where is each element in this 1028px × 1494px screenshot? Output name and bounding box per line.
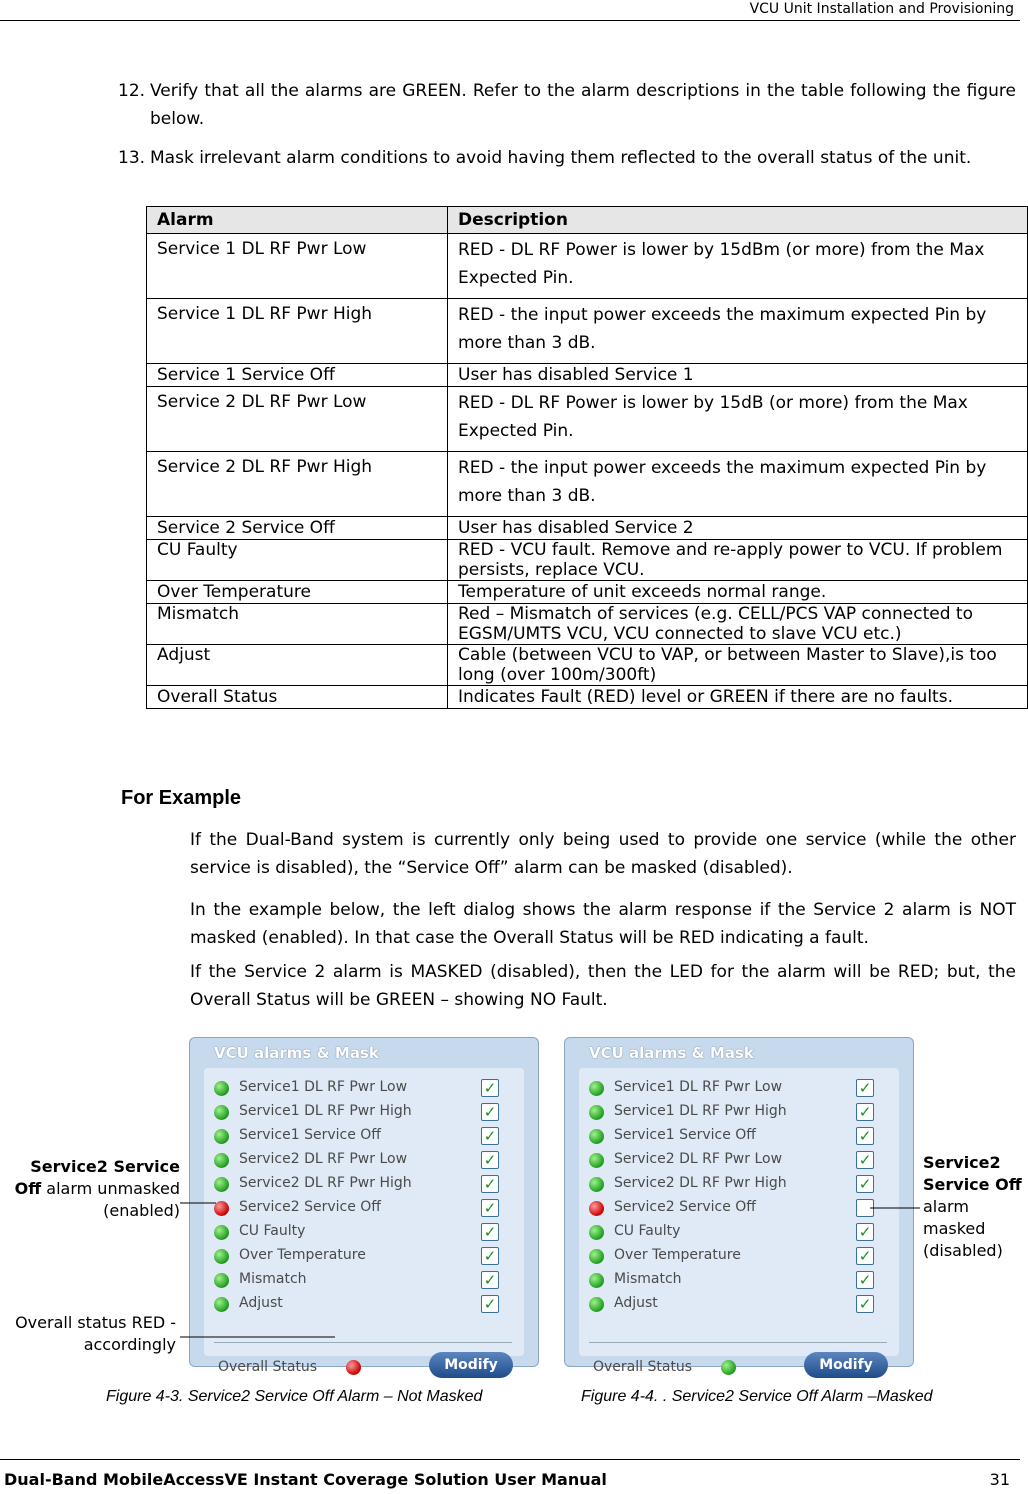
- column-header-alarm: Alarm: [147, 207, 448, 234]
- alarm-row: [589, 1102, 889, 1124]
- callout-text: alarm unmasked (enabled): [41, 1179, 180, 1220]
- alarm-label: Service2 Service Off: [614, 1199, 756, 1215]
- figure-caption-4-4: Figure 4-4. . Service2 Service Off Alarm –Masked: [581, 1388, 933, 1405]
- alarm-label: Service1 Service Off: [614, 1127, 756, 1143]
- step-number: 13.: [118, 148, 146, 168]
- table-row: [147, 517, 1028, 540]
- description-cell: Temperature of unit exceeds normal range.: [448, 581, 1028, 604]
- alarm-row: [589, 1150, 889, 1172]
- alarm-cell: Service 2 Service Off: [147, 517, 448, 540]
- mask-checkbox[interactable]: ✓: [481, 1175, 499, 1193]
- page-number: 31: [989, 1470, 1010, 1489]
- mask-checkbox[interactable]: ✓: [481, 1199, 499, 1217]
- description-cell: RED - the input power exceeds the maximum expected Pin by more than 3 dB.: [448, 452, 1028, 517]
- status-led-icon: [214, 1225, 229, 1240]
- alarm-row: [589, 1078, 889, 1100]
- status-led-icon: [214, 1249, 229, 1264]
- mask-checkbox[interactable]: ✓: [856, 1223, 874, 1241]
- status-led-icon: [214, 1177, 229, 1192]
- step-text: Mask irrelevant alarm conditions to avoid having them reflected to the overall status of the unit.: [150, 148, 972, 168]
- alarm-row: [214, 1102, 514, 1124]
- description-cell: RED - DL RF Power is lower by 15dB (or more) from the Max Expected Pin.: [448, 387, 1028, 452]
- table-row: [147, 364, 1028, 387]
- alarm-row: [589, 1126, 889, 1148]
- description-cell: RED - the input power exceeds the maximum expected Pin by more than 3 dB.: [448, 299, 1028, 364]
- description-cell: RED - DL RF Power is lower by 15dBm (or more) from the Max Expected Pin.: [448, 234, 1028, 299]
- status-led-icon: [589, 1177, 604, 1192]
- alarm-label: Service1 DL RF Pwr Low: [239, 1079, 408, 1095]
- alarm-label: Mismatch: [239, 1271, 307, 1287]
- status-led-icon: [589, 1273, 604, 1288]
- description-cell: User has disabled Service 2: [448, 517, 1028, 540]
- callout-overall-red: Overall status RED - accordingly: [15, 1313, 176, 1354]
- column-header-description: Description: [448, 207, 1028, 234]
- alarm-row: [589, 1198, 889, 1220]
- alarm-row: [214, 1126, 514, 1148]
- alarm-label: Service1 Service Off: [239, 1127, 381, 1143]
- example-paragraph-3: If the Service 2 alarm is MASKED (disabled), then the LED for the alarm will be RED; but, the Overall Status will be GREEN – showing NO Fault.: [190, 962, 1016, 1010]
- alarm-row: [214, 1198, 514, 1220]
- table-row: [147, 540, 1028, 581]
- alarm-cell: Service 1 Service Off: [147, 364, 448, 387]
- alarm-row: [589, 1270, 889, 1292]
- mask-checkbox[interactable]: [856, 1199, 874, 1217]
- status-led-icon: [214, 1201, 229, 1216]
- status-led-icon: [214, 1129, 229, 1144]
- alarm-list: [579, 1068, 899, 1375]
- alarm-row: [589, 1294, 889, 1316]
- example-heading: For Example: [121, 787, 242, 809]
- alarm-label: Service2 DL RF Pwr Low: [239, 1151, 408, 1167]
- figure-caption-4-3: Figure 4-3. Service2 Service Off Alarm – Not Masked: [106, 1388, 483, 1405]
- callout-unmasked: [14, 1156, 180, 1222]
- status-led-icon: [589, 1081, 604, 1096]
- mask-checkbox[interactable]: ✓: [856, 1079, 874, 1097]
- mask-checkbox[interactable]: ✓: [481, 1079, 499, 1097]
- alarm-label: Service2 DL RF Pwr Low: [614, 1151, 783, 1167]
- alarm-label: Over Temperature: [239, 1247, 366, 1263]
- status-led-icon: [589, 1225, 604, 1240]
- mask-checkbox[interactable]: ✓: [856, 1295, 874, 1313]
- alarm-label: Over Temperature: [614, 1247, 741, 1263]
- alarm-row: [214, 1174, 514, 1196]
- alarm-label: Service2 DL RF Pwr High: [239, 1175, 412, 1191]
- status-led-icon: [589, 1249, 604, 1264]
- alarm-label: Adjust: [614, 1295, 658, 1311]
- header-title: VCU Unit Installation and Provisioning: [749, 1, 1014, 17]
- mask-checkbox[interactable]: ✓: [856, 1151, 874, 1169]
- step-13: [118, 144, 1016, 172]
- table-row: [147, 299, 1028, 364]
- alarm-label: Service1 DL RF Pwr Low: [614, 1079, 783, 1095]
- mask-checkbox[interactable]: ✓: [856, 1247, 874, 1265]
- alarm-label: Mismatch: [614, 1271, 682, 1287]
- alarm-label: Service2 Service Off: [239, 1199, 381, 1215]
- step-12: [118, 77, 1016, 133]
- status-led-icon: [589, 1153, 604, 1168]
- table-row: [147, 581, 1028, 604]
- overall-status-led-icon: [346, 1360, 361, 1375]
- alarm-row: [214, 1246, 514, 1268]
- table-row: [147, 604, 1028, 645]
- table-row: [147, 686, 1028, 709]
- status-led-icon: [214, 1105, 229, 1120]
- mask-checkbox[interactable]: ✓: [856, 1103, 874, 1121]
- dialog-title: VCU alarms & Mask: [214, 1044, 379, 1062]
- mask-checkbox[interactable]: ✓: [481, 1103, 499, 1121]
- alarm-label: CU Faulty: [614, 1223, 681, 1239]
- status-led-icon: [214, 1081, 229, 1096]
- divider: [214, 1342, 512, 1343]
- mask-checkbox[interactable]: ✓: [481, 1151, 499, 1169]
- mask-checkbox[interactable]: ✓: [481, 1223, 499, 1241]
- alarm-cell: Service 1 DL RF Pwr Low: [147, 234, 448, 299]
- modify-button[interactable]: Modify: [804, 1352, 888, 1378]
- table-row: [147, 452, 1028, 517]
- alarm-cell: Service 2 DL RF Pwr Low: [147, 387, 448, 452]
- alarm-dialog-masked: [564, 1037, 914, 1375]
- dialog-title: VCU alarms & Mask: [589, 1044, 754, 1062]
- alarm-cell: Mismatch: [147, 604, 448, 645]
- callout-bold: Service2 Service Off: [923, 1153, 1022, 1194]
- callout-bold: Service2 Service Off: [14, 1157, 180, 1198]
- alarm-row: [589, 1246, 889, 1268]
- mask-checkbox[interactable]: ✓: [856, 1271, 874, 1289]
- alarm-cell: Overall Status: [147, 686, 448, 709]
- overall-status-led-icon: [721, 1360, 736, 1375]
- status-led-icon: [589, 1201, 604, 1216]
- divider: [589, 1342, 887, 1343]
- alarm-label: Service2 DL RF Pwr High: [614, 1175, 787, 1191]
- description-cell: Red – Mismatch of services (e.g. CELL/PCS VAP connected to EGSM/UMTS VCU, VCU connected to slave VCU etc.): [448, 604, 1028, 645]
- alarm-list: [204, 1068, 524, 1375]
- overall-status-label: Overall Status: [593, 1359, 693, 1375]
- alarm-cell: CU Faulty: [147, 540, 448, 581]
- step-number: 12.: [118, 81, 146, 101]
- alarm-cell: Service 1 DL RF Pwr High: [147, 299, 448, 364]
- callout-text: alarm masked (disabled): [923, 1197, 1003, 1260]
- status-led-icon: [214, 1273, 229, 1288]
- description-cell: RED - VCU fault. Remove and re-apply power to VCU. If problem persists, replace VCU.: [448, 540, 1028, 581]
- description-cell: Indicates Fault (RED) level or GREEN if there are no faults.: [448, 686, 1028, 709]
- mask-checkbox[interactable]: ✓: [856, 1127, 874, 1145]
- alarm-row: [214, 1270, 514, 1292]
- mask-checkbox[interactable]: ✓: [481, 1247, 499, 1265]
- alarm-label: Adjust: [239, 1295, 283, 1311]
- example-paragraph-2: In the example below, the left dialog shows the alarm response if the Service 2 alarm is NOT masked (enabled). In that case the Overall Status will be RED indicating a fault.: [190, 900, 1016, 948]
- status-led-icon: [589, 1105, 604, 1120]
- example-paragraph-1: If the Dual-Band system is currently only being used to provide one service (while the other service is disabled), the “Service Off” alarm can be masked (disabled).: [190, 830, 1016, 878]
- description-cell: Cable (between VCU to VAP, or between Master to Slave),is too long (over 100m/300ft): [448, 645, 1028, 686]
- alarm-label: Service1 DL RF Pwr High: [239, 1103, 412, 1119]
- mask-checkbox[interactable]: ✓: [481, 1271, 499, 1289]
- alarm-row: [589, 1222, 889, 1244]
- alarm-table: [146, 206, 1028, 709]
- table-row: [147, 645, 1028, 686]
- mask-checkbox[interactable]: ✓: [856, 1175, 874, 1193]
- table-row: [147, 387, 1028, 452]
- page-header: [0, 0, 1020, 21]
- alarm-label: CU Faulty: [239, 1223, 306, 1239]
- modify-button[interactable]: Modify: [429, 1352, 513, 1378]
- footer-title: Dual-Band MobileAccessVE Instant Coverage Solution User Manual: [4, 1470, 607, 1489]
- alarm-row: [214, 1222, 514, 1244]
- alarm-dialog-not-masked: [189, 1037, 539, 1375]
- alarm-cell: Service 2 DL RF Pwr High: [147, 452, 448, 517]
- table-row: [147, 234, 1028, 299]
- status-led-icon: [214, 1297, 229, 1312]
- alarm-row: [589, 1174, 889, 1196]
- alarm-label: Service1 DL RF Pwr High: [614, 1103, 787, 1119]
- callout-masked: [923, 1152, 1023, 1262]
- status-led-icon: [589, 1129, 604, 1144]
- overall-status-label: Overall Status: [218, 1359, 318, 1375]
- page-footer: [0, 1459, 1020, 1489]
- alarm-cell: Adjust: [147, 645, 448, 686]
- alarm-row: [214, 1078, 514, 1100]
- mask-checkbox[interactable]: ✓: [481, 1127, 499, 1145]
- status-led-icon: [214, 1153, 229, 1168]
- mask-checkbox[interactable]: ✓: [481, 1295, 499, 1313]
- alarm-row: [214, 1294, 514, 1316]
- alarm-cell: Over Temperature: [147, 581, 448, 604]
- status-led-icon: [589, 1297, 604, 1312]
- step-text: Verify that all the alarms are GREEN. Refer to the alarm descriptions in the table following the figure below.: [150, 81, 1016, 129]
- alarm-row: [214, 1150, 514, 1172]
- description-cell: User has disabled Service 1: [448, 364, 1028, 387]
- table-header-row: [147, 207, 1028, 234]
